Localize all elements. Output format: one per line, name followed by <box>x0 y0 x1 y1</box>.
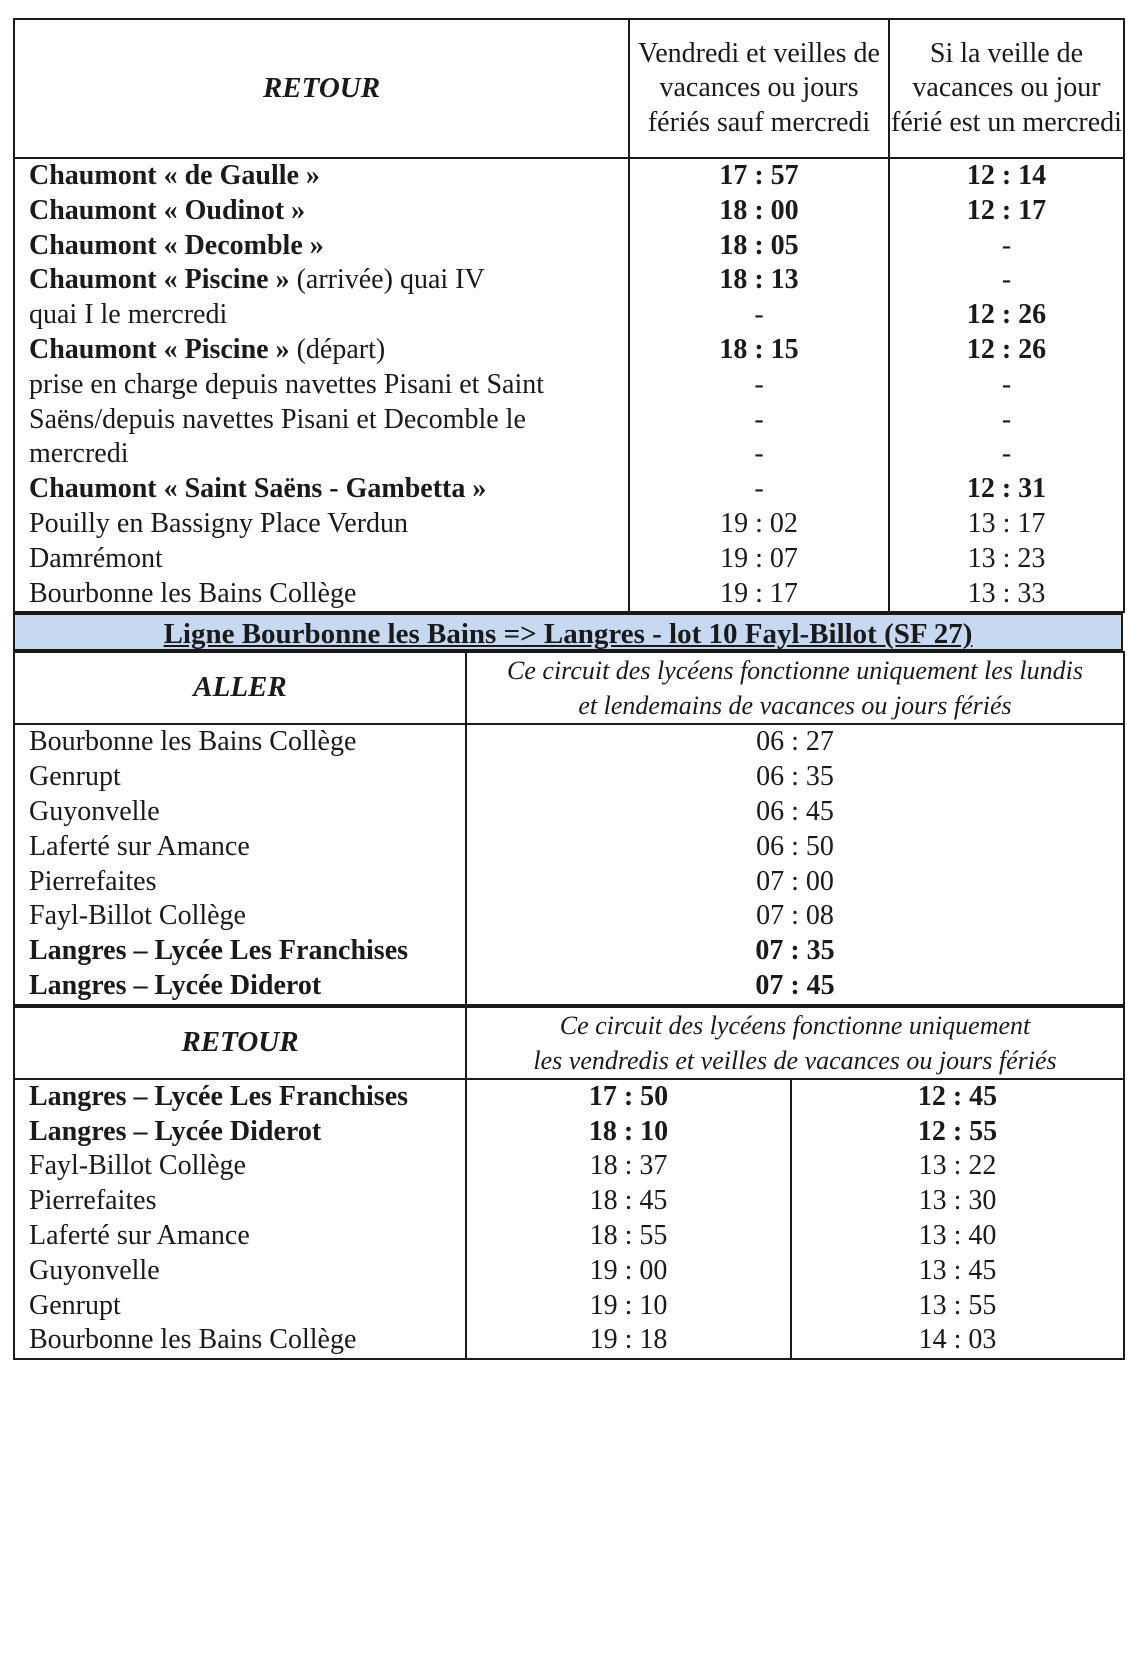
table-row <box>14 934 1124 969</box>
retour-chaumont-table <box>13 18 1125 613</box>
time-cell-wednesday: 12 : 17 <box>889 194 1124 229</box>
stop-name: Chaumont « Piscine » <box>29 333 290 365</box>
table-row <box>14 194 1124 229</box>
aller-note <box>466 652 1124 724</box>
retour-label: RETOUR <box>14 19 629 158</box>
stop-name: Langres – Lycée Diderot <box>14 1115 466 1150</box>
time-cell: 07 : 35 <box>466 934 1124 969</box>
stop-name: Chaumont « Oudinot » <box>29 194 306 226</box>
table-row <box>14 1323 1124 1359</box>
time-cell: 06 : 50 <box>466 830 1124 865</box>
time-cell-friday: - <box>629 403 889 438</box>
aller-note-line-2: et lendemains de vacances ou jours fériés <box>578 691 1012 721</box>
time-cell-wednesday: 12 : 26 <box>889 298 1124 333</box>
stop-name: Bourbonne les Bains Collège <box>14 1323 466 1359</box>
table-row <box>14 1219 1124 1254</box>
table-row <box>14 368 1124 403</box>
retour-langres-table <box>13 1006 1125 1360</box>
table-row <box>14 577 1124 613</box>
stop-name: Chaumont « Decomble » <box>29 229 324 261</box>
stop-name: Genrupt <box>14 1289 466 1324</box>
time-cell-friday: 19 : 17 <box>629 577 889 613</box>
time-cell-wednesday: 12 : 55 <box>791 1115 1124 1150</box>
table-row <box>14 298 1124 333</box>
stop-cell <box>14 577 629 613</box>
time-cell-wednesday: 12 : 45 <box>791 1079 1124 1115</box>
stop-cell <box>14 263 629 298</box>
time-cell-wednesday: 13 : 45 <box>791 1254 1124 1289</box>
time-cell-friday: - <box>629 472 889 507</box>
time-cell-friday: 19 : 00 <box>466 1254 791 1289</box>
time-cell-friday: 19 : 02 <box>629 507 889 542</box>
time-cell-friday: 18 : 10 <box>466 1115 791 1150</box>
table-row <box>14 1079 1124 1115</box>
column-header-friday: Vendredi et veilles de vacances ou jours fériés sauf mercredi <box>629 19 889 158</box>
table-row <box>14 1289 1124 1324</box>
time-cell-friday: 18 : 15 <box>629 333 889 368</box>
time-cell: 07 : 08 <box>466 899 1124 934</box>
stop-suffix: (arrivée) quai IV <box>289 264 485 296</box>
time-cell-friday: 18 : 13 <box>629 263 889 298</box>
time-cell-wednesday: 13 : 40 <box>791 1219 1124 1254</box>
time-cell-friday: 18 : 05 <box>629 229 889 264</box>
time-cell-wednesday: - <box>889 368 1124 403</box>
stop-cell <box>14 333 629 368</box>
stop-cell <box>14 368 629 403</box>
table-row <box>14 760 1124 795</box>
stop-name: Fayl-Billot Collège <box>14 899 466 934</box>
table-row <box>14 1254 1124 1289</box>
time-cell-friday: 19 : 18 <box>466 1323 791 1359</box>
time-cell-friday: 17 : 57 <box>629 158 889 194</box>
stop-name: quai I le mercredi <box>29 299 228 331</box>
aller-label: ALLER <box>14 652 466 724</box>
time-cell-friday: - <box>629 368 889 403</box>
time-cell-wednesday: 13 : 33 <box>889 577 1124 613</box>
table-row <box>14 507 1124 542</box>
stop-name: Fayl-Billot Collège <box>14 1149 466 1184</box>
retour-chaumont-header-row <box>14 19 1124 158</box>
stop-name: Damrémont <box>29 542 163 574</box>
stop-name: Langres – Lycée Les Franchises <box>14 1079 466 1115</box>
retour-langres-note <box>466 1007 1124 1079</box>
stop-name: Pouilly en Bassigny Place Verdun <box>29 507 409 539</box>
retour-langres-note-line-2: les vendredis et veilles de vacances ou jours fériés <box>533 1045 1057 1075</box>
table-row <box>14 899 1124 934</box>
stop-cell <box>14 158 629 194</box>
stop-name: Langres – Lycée Les Franchises <box>14 934 466 969</box>
table-row <box>14 865 1124 900</box>
aller-header-row <box>14 652 1124 724</box>
table-row <box>14 795 1124 830</box>
stop-name: Guyonvelle <box>14 795 466 830</box>
stop-name: Pierrefaites <box>14 865 466 900</box>
table-row <box>14 158 1124 194</box>
stop-name: Bourbonne les Bains Collège <box>14 724 466 760</box>
time-cell-wednesday: - <box>889 437 1124 472</box>
table-row <box>14 263 1124 298</box>
time-cell-wednesday: 13 : 55 <box>791 1289 1124 1324</box>
time-cell-wednesday: - <box>889 263 1124 298</box>
table-row <box>14 1184 1124 1219</box>
table-row <box>14 333 1124 368</box>
time-cell-friday: 18 : 45 <box>466 1184 791 1219</box>
stop-cell <box>14 542 629 577</box>
time-cell: 06 : 27 <box>466 724 1124 760</box>
timetable-sheet <box>13 18 1123 1360</box>
time-cell-friday: 19 : 10 <box>466 1289 791 1324</box>
stop-name: Saëns/depuis navettes Pisani et Decomble le <box>29 403 526 435</box>
time-cell-friday: 17 : 50 <box>466 1079 791 1115</box>
stop-name: prise en charge depuis navettes Pisani et Saint <box>29 368 545 400</box>
time-cell-wednesday: 13 : 22 <box>791 1149 1124 1184</box>
stop-cell <box>14 298 629 333</box>
time-cell-friday: 19 : 07 <box>629 542 889 577</box>
table-row <box>14 830 1124 865</box>
stop-name: Chaumont « Piscine » <box>29 264 290 296</box>
time-cell-wednesday: 12 : 26 <box>889 333 1124 368</box>
table-row <box>14 403 1124 438</box>
time-cell-wednesday: 14 : 03 <box>791 1323 1124 1359</box>
stop-name: Pierrefaites <box>14 1184 466 1219</box>
aller-table <box>13 651 1125 1005</box>
stop-cell <box>14 472 629 507</box>
time-cell-wednesday: - <box>889 403 1124 438</box>
time-cell: 07 : 00 <box>466 865 1124 900</box>
time-cell: 06 : 45 <box>466 795 1124 830</box>
stop-name: Laferté sur Amance <box>14 1219 466 1254</box>
time-cell-friday: - <box>629 437 889 472</box>
aller-note-line-1: Ce circuit des lycéens fonctionne uniquement les lundis <box>507 656 1083 686</box>
time-cell-friday: 18 : 55 <box>466 1219 791 1254</box>
stop-name: Genrupt <box>14 760 466 795</box>
retour-langres-label: RETOUR <box>14 1007 466 1079</box>
table-row <box>14 542 1124 577</box>
stop-cell <box>14 437 629 472</box>
table-row <box>14 437 1124 472</box>
stop-name: Bourbonne les Bains Collège <box>29 577 357 609</box>
stop-name: Chaumont « de Gaulle » <box>29 160 320 191</box>
time-cell-friday: 18 : 37 <box>466 1149 791 1184</box>
time-cell-friday: 18 : 00 <box>629 194 889 229</box>
table-row <box>14 1115 1124 1150</box>
stop-suffix: (départ) <box>289 333 386 365</box>
time-cell: 07 : 45 <box>466 969 1124 1005</box>
time-cell-wednesday: 13 : 23 <box>889 542 1124 577</box>
time-cell-wednesday: 12 : 31 <box>889 472 1124 507</box>
stop-cell <box>14 403 629 438</box>
stop-name: mercredi <box>29 438 129 470</box>
time-cell-friday: - <box>629 298 889 333</box>
stop-name: Chaumont « Saint Saëns - Gambetta » <box>29 473 487 505</box>
stop-cell <box>14 229 629 264</box>
time-cell-wednesday: 13 : 17 <box>889 507 1124 542</box>
stop-cell <box>14 194 629 229</box>
line-banner: Ligne Bourbonne les Bains => Langres - lot 10 Fayl-Billot (SF 27) <box>13 613 1123 651</box>
time-cell: 06 : 35 <box>466 760 1124 795</box>
time-cell-wednesday: 13 : 30 <box>791 1184 1124 1219</box>
table-row <box>14 1149 1124 1184</box>
time-cell-wednesday: - <box>889 229 1124 264</box>
stop-cell <box>14 507 629 542</box>
stop-name: Laferté sur Amance <box>14 830 466 865</box>
table-row <box>14 472 1124 507</box>
column-header-wednesday: Si la veille de vacances ou jour férié est un mercredi <box>889 19 1124 158</box>
stop-name: Guyonvelle <box>14 1254 466 1289</box>
table-row <box>14 229 1124 264</box>
retour-langres-note-line-1: Ce circuit des lycéens fonctionne uniquement <box>559 1010 1031 1040</box>
table-row <box>14 969 1124 1005</box>
time-cell-wednesday: 12 : 14 <box>889 158 1124 194</box>
table-row <box>14 724 1124 760</box>
retour-langres-header-row <box>14 1007 1124 1079</box>
stop-name: Langres – Lycée Diderot <box>14 969 466 1005</box>
